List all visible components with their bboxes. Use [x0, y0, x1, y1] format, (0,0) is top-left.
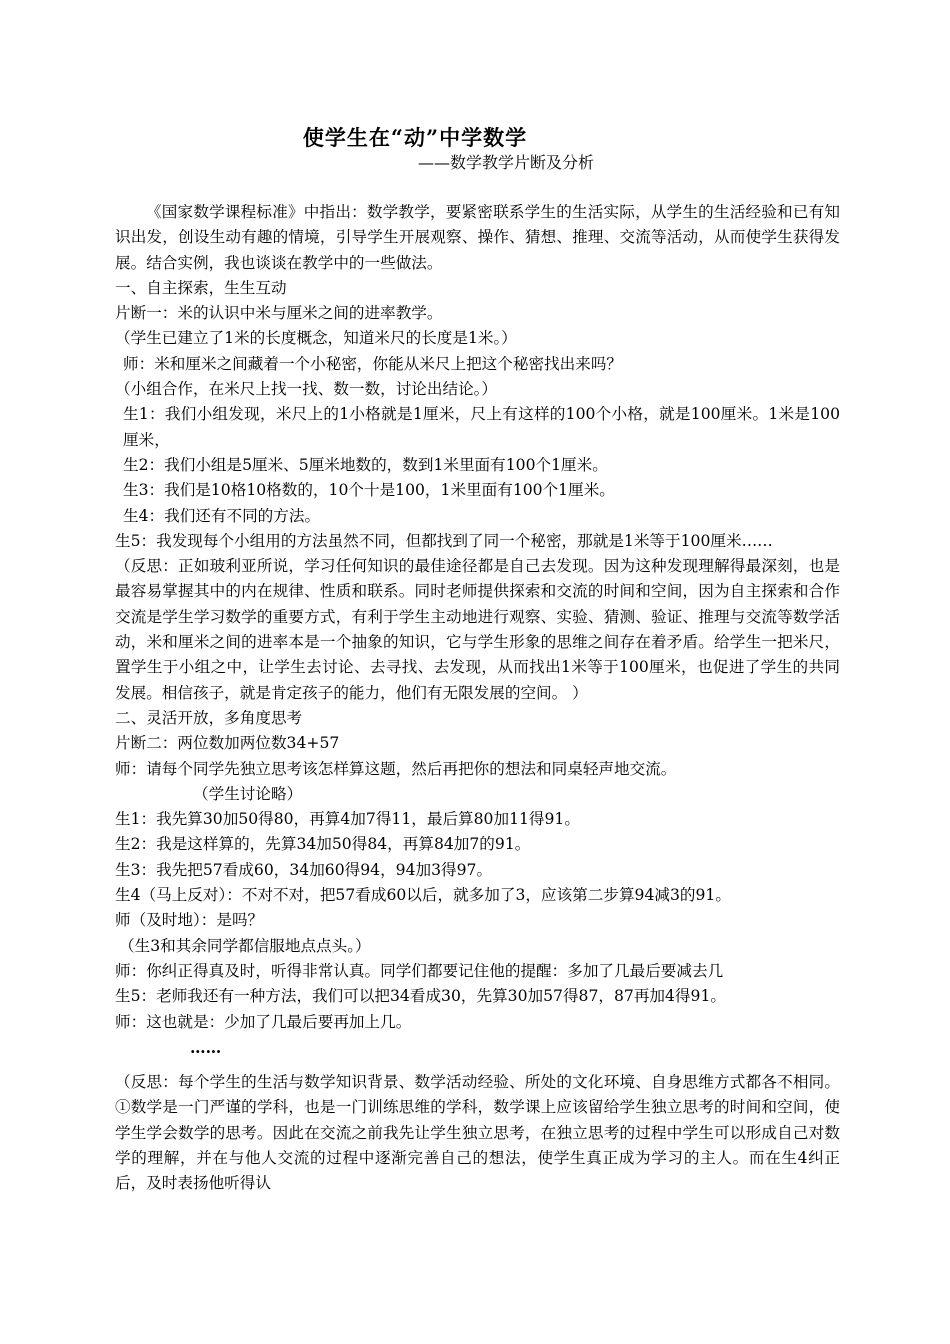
- reflection-paragraph-1: （反思：正如玻利亚所说，学习任何知识的最佳途径都是自己去发现。因为这种发现理解得最深刻，也是最容易掌握其中的内在规律、性质和联系。同时老师提供探索和交流的时间和空间，因为自主探索和合作交流是学生学习数学的重要方式，有利于学生主动地进行观察、实验、猜测、验证、推理与交流等数学活动，米和厘米之间的进率本是一个抽象的知识，它与学生形象的思维之间存在着矛盾。给学生一把米尺，置学生于小组之中，让学生去讨论、去寻找、去发现，从而找出1米等于100厘米，也促进了学生的共同发展。相信孩子，就是肯定孩子的能力，他们有无限发展的空间。 ）: [115, 557, 840, 702]
- context-note: （学生已建立了1米的长度概念，知道米尺的长度是1米。）: [115, 329, 517, 348]
- student-line: 生2：我们小组是5厘米、5厘米地数的，数到1米里面有100个1厘米。: [123, 455, 608, 474]
- section-heading-2: 二、灵活开放，多角度思考: [115, 708, 303, 727]
- intro-paragraph: 《国家数学课程标准》中指出：数学教学，要紧密联系学生的生活实际，从学生的生活经验和已有知识出发，创设生动有趣的情境，引导学生开展观察、操作、猜想、推理、交流等活动，从而使学生获得发展。结合实例，我也谈谈在教学中的一些做法。: [115, 203, 840, 272]
- student-line: 生5：我发现每个小组用的方法虽然不同，但都找到了同一个秘密，那就是1米等于100厘米……: [115, 531, 773, 550]
- teacher-line: 师：你纠正得真及时，听得非常认真。同学们都要记住他的提醒：多加了几最后要减去几: [115, 961, 724, 980]
- teacher-line: 师：米和厘米之间藏着一个小秘密，你能从米尺上把这个秘密找出来吗？: [123, 354, 623, 373]
- class-reaction-note: （生3和其余同学都信服地点点头。）: [119, 936, 371, 955]
- section-heading-1: 一、自主探索，生生互动: [115, 278, 287, 297]
- reflection-paragraph-2: （反思：每个学生的生活与数学知识背景、数学活动经验、所处的文化环境、自身思维方式都各不相同。①数学是一门严谨的学科，也是一门训练思维的学科，数学课上应该留给学生独立思考的时间和空间，使学生学会数学的思考。因此在交流之前我先让学生独立思考，在独立思考的过程中学生可以形成自己对数学的理解，并在与他人交流的过程中逐渐完善自己的想法，使学生真正成为学习的主人。而在生4纠正后，及时表扬他听得认: [115, 1073, 840, 1193]
- fragment-heading-1: 片断一：米的认识中米与厘米之间的进率教学。: [115, 304, 443, 323]
- teacher-line: 师：请每个同学先独立思考该怎样算这题，然后再把你的想法和同桌轻声地交流。: [115, 759, 677, 778]
- document-title: 使学生在“动”中学数学: [302, 125, 528, 150]
- student-line: 生5：老师我还有一种方法，我们可以把34看成30，先算30加57得87，87再加4得91。: [115, 987, 726, 1006]
- document-subtitle: ——数学教学片断及分析: [418, 153, 595, 172]
- document-body: [115, 200, 840, 1197]
- student-line: 生1：我们小组发现，米尺上的1小格就是1厘米，尺上有这样的100个小格，就是100厘米。1米是100厘米，: [123, 405, 840, 449]
- student-line: 生4（马上反对）：不对不对，把57看成60以后，就多加了3，应该第二步算94减3的91。: [115, 886, 731, 905]
- student-line: 生1：我先算30加50得80，再算4加7得11，最后算80加11得91。: [115, 810, 580, 829]
- ellipsis: ……: [190, 1037, 222, 1057]
- student-line: 生4：我们还有不同的方法。: [123, 506, 321, 525]
- teacher-line: 师：这也就是：少加了几最后要再加上几。: [115, 1012, 412, 1031]
- student-line: 生3：我们是10格10格数的，10个十是100，1米里面有100个1厘米。: [123, 481, 615, 500]
- fragment-heading-2: 片断二：两位数加两位数34+57: [115, 734, 340, 753]
- student-line: 生2：我是这样算的，先算34加50得84，再算84加7的91。: [115, 835, 531, 854]
- discussion-note: （学生讨论略）: [193, 784, 303, 803]
- activity-note: （小组合作，在米尺上找一找、数一数，讨论出结论。）: [115, 380, 498, 399]
- teacher-line: 师（及时地）：是吗？: [115, 911, 264, 930]
- student-line: 生3：我先把57看成60，34加60得94，94加3得97。: [115, 860, 493, 879]
